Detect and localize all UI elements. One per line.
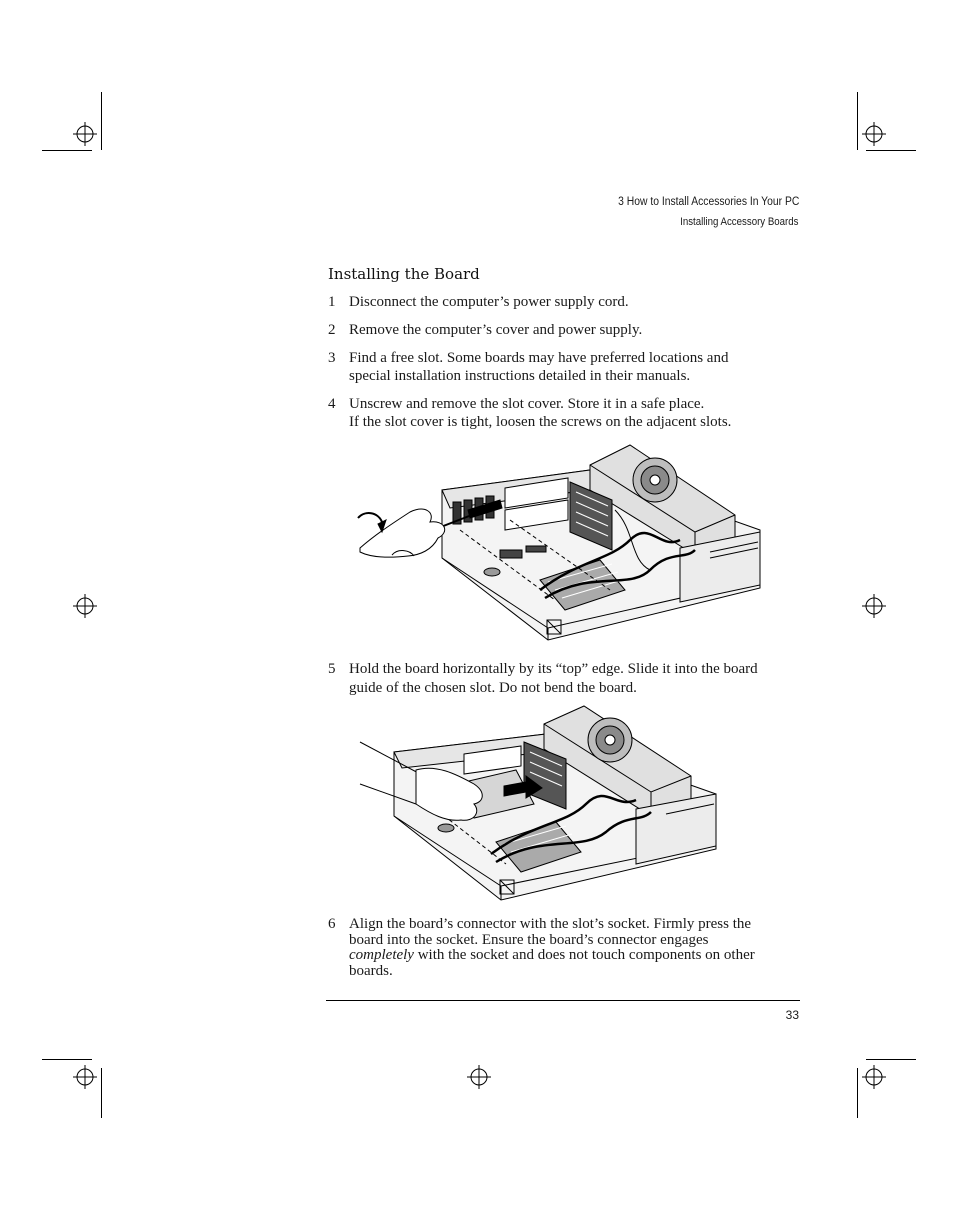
registration-target-icon [73, 594, 97, 618]
footer-rule [326, 1000, 800, 1001]
step-number: 6 [328, 916, 336, 932]
registration-target-icon [862, 594, 886, 618]
running-header-chapter: 3 How to Install Accessories In Your PC [617, 196, 799, 208]
step-number: 5 [328, 661, 336, 677]
step-number: 4 [328, 396, 336, 412]
step-text: Remove the computer’s cover and power supply. [349, 322, 643, 338]
remove-slot-cover-illustration [350, 440, 770, 645]
step-text: Unscrew and remove the slot cover. Store it in a safe place. [349, 396, 705, 412]
registration-target-icon [73, 1065, 97, 1089]
section-title: Installing the Board [328, 265, 480, 283]
step-text: Find a free slot. Some boards may have preferred locations and [349, 350, 729, 366]
registration-target-icon [73, 122, 97, 146]
step-number: 2 [328, 322, 336, 338]
step-text: Hold the board horizontally by its “top” edge. Slide it into the board [349, 661, 758, 677]
step-number: 1 [328, 294, 336, 310]
step-text: Disconnect the computer’s power supply cord. [349, 294, 629, 310]
step-text: If the slot cover is tight, loosen the screws on the adjacent slots. [349, 414, 732, 430]
step-text: Align the board’s connector with the slot’s socket. Firmly press the [349, 916, 752, 932]
insert-board-illustration [356, 704, 720, 904]
step-text: board into the socket. Ensure the board’s connector engages [349, 931, 709, 948]
registration-target-icon [467, 1065, 491, 1089]
step-text: with the socket and does not touch components on other [413, 947, 755, 963]
step-text: special installation instructions detailed in their manuals. [349, 368, 691, 384]
page-number: 33 [785, 1008, 799, 1022]
step-text: boards. [349, 962, 393, 979]
step-number: 3 [328, 350, 336, 366]
step-text: guide of the chosen slot. Do not bend the board. [349, 680, 637, 696]
emphasis-completely: completely [349, 947, 414, 963]
step-text-line [349, 948, 804, 964]
running-header-section: Installing Accessory Boards [680, 216, 799, 228]
registration-target-icon [862, 1065, 886, 1089]
registration-target-icon [862, 122, 886, 146]
